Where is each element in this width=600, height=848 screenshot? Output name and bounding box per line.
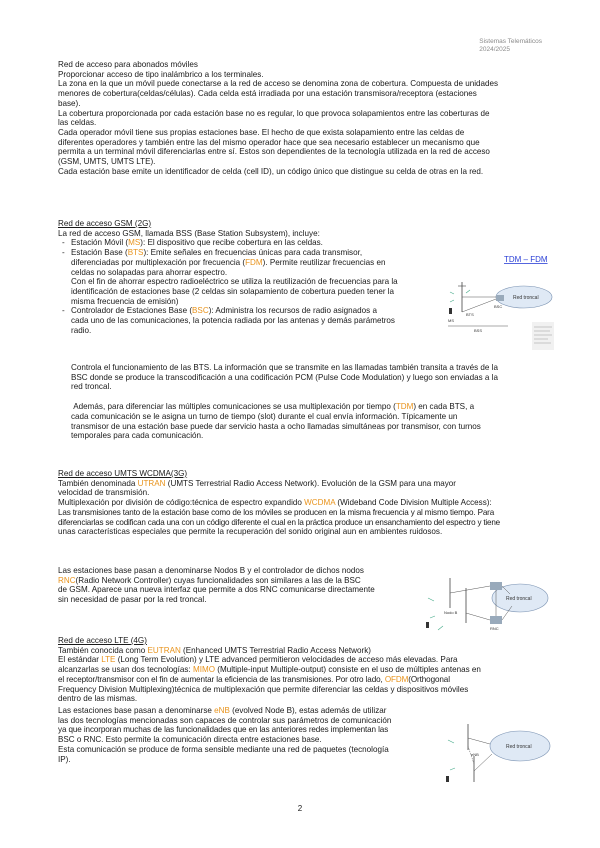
bts-label: BTS: [466, 312, 474, 317]
lte-title: Red de acceso LTE (4G): [58, 636, 147, 645]
lte-term: LTE: [101, 655, 116, 665]
umts-section-nodes: [58, 566, 418, 605]
lte-p3-line: ya que incorporan muchas de las funcionalidades que en las anteriores redes implementan las: [58, 725, 389, 735]
intro-p2-line: La zona en la que un móvil puede conectarse a la red de acceso se denomina zona de cobertura. Compuesta de unidades: [58, 79, 499, 89]
umts-p1-line: velocidad de transmisión.: [58, 488, 150, 498]
umts-network-figure: [420, 568, 550, 642]
core-network-label: Red troncal: [506, 744, 532, 750]
intro-p5: Cada estación base emite un identificador de celda (cell ID), un código único que distingue su celda de otras en la red.: [58, 166, 484, 176]
rnc-label: RNC: [490, 626, 499, 631]
bsc-term: BSC: [192, 306, 209, 316]
node-b-tower-icon: [450, 578, 466, 623]
rnc-box: [490, 582, 502, 590]
mobile-phone-icon: [449, 308, 452, 314]
gsm-bsc-line: radio.: [71, 325, 92, 335]
gsm-item-bsc: - Controlador de Estaciones Base (BSC): Administra los recursos de radio asignados a: [58, 306, 443, 316]
core-network-label: Red troncal: [513, 295, 539, 301]
lte-p3-line: las dos tecnologías mencionadas son capaces de controlar sus parámetros de comunicación: [58, 715, 392, 725]
lte-p3-line: BSC o RNC. Esto permite la comunicación directa entre estaciones base.: [58, 735, 322, 745]
node-b-label: Nodo B: [444, 610, 458, 615]
gsm-section-cont: [71, 363, 551, 441]
mobile-phone-icon: [426, 622, 429, 628]
intro-p4-line: diferentes operadores y también entre las del mismo operador hace que sea necesario establecer un mecanismo que: [58, 137, 480, 147]
lte-p1-line: También conocida como EUTRAN (Enhanced UMTS Terrestrial Radio Access Network): [58, 645, 371, 655]
gsm-bts-line: misma frecuencia de emisión): [71, 296, 179, 306]
header-course: Sistemas Telemáticos: [479, 38, 542, 45]
gsm-p3-line: temporales para cada comunicación.: [71, 431, 204, 441]
intro-title: Red de acceso para abonados móviles: [58, 60, 198, 69]
umts-p3-line: Las estaciones base pasan a denominarse Nodos B y el controlador de dichos nodos: [58, 566, 364, 575]
gsm-item-bts: - Estación Base (BTS): Emite señales en frecuencias únicas para cada transmisor,: [58, 248, 443, 258]
umts-title: Red de acceso UMTS WCDMA(3G): [58, 469, 188, 478]
gsm-bts-line: celdas no solapadas para ahorrar espectro.: [71, 267, 228, 277]
enb-label: eNB: [471, 752, 479, 757]
gsm-p2-line: Controla el funcionamiento de las BTS. La información que se transmite en las llamadas también transita a través de la: [71, 363, 498, 372]
page-number: 2: [297, 804, 303, 813]
bsc-box: [496, 295, 504, 301]
radio-waves-icon: [428, 598, 443, 630]
radio-waves-icon: [448, 740, 455, 770]
lte-section-enb: [58, 706, 438, 764]
tdm-term: TDM: [395, 402, 414, 412]
ofdm-term: OFDM: [384, 674, 409, 684]
intro-p2-line: base).: [58, 98, 81, 108]
lte-p2-line: El estándar LTE (Long Term Evolution) y LTE advanced permitieron velocidades de acceso más elevadas. Para: [58, 655, 458, 665]
lte-p3-line: Las estaciones base pasan a denominarse eNB (evolved Node B), estas además de utilizar: [58, 706, 387, 715]
gsm-p3-line: cada comunicación se le asigna un turno de tiempo (slot) durante el cual envía información. Típicamente un: [71, 411, 458, 421]
gsm-section: [58, 219, 443, 335]
lte-network-figure: [440, 716, 552, 792]
intro-p4-line: permita a un terminal móvil diferenciarlas entre sí. Estos son dependientes de la tecnología utilizada en la red de acceso: [58, 147, 490, 157]
bsc-label: BSC: [494, 304, 503, 309]
legend-box: [532, 322, 554, 350]
page-header: [479, 38, 542, 54]
umts-p3-line: RNC(Radio Network Controller) cuyas funcionalidades son similares a las de la BSC: [58, 575, 361, 585]
core-network-label: Red troncal: [506, 596, 532, 602]
umts-p2-line: Las transmisiones tanto de la estación base como de los móviles se producen en la misma frecuencia y al mismo tiempo. Para: [58, 507, 495, 517]
utran-term: UTRAN: [137, 478, 166, 488]
gsm-bts-line: Con el fin de ahorrar espectro radioeléctrico se utiliza la reutilización de frecuencias para la: [71, 277, 398, 287]
gsm-p1: La red de acceso GSM, llamada BSS (Base Station Subsystem), incluye:: [58, 228, 320, 238]
intro-section: [58, 60, 548, 176]
gsm-p2-line: red troncal.: [71, 382, 112, 392]
rnc-term: RNC: [58, 575, 76, 585]
rnc-box: [490, 616, 502, 624]
lte-section: [58, 636, 558, 704]
gsm-bts-line: identificación de estaciones base (2 celdas sin solapamiento de cobertura pueden tener la: [71, 286, 395, 296]
radio-waves-icon: [450, 290, 470, 302]
lte-p2-line: el receptor/transmisor con el fin de aumentar la eficiencia de las transmisiones. Por otro lado, OFDM(Orthogonal: [58, 674, 450, 684]
mobile-phone-icon: [446, 776, 449, 782]
ms-term: MS: [128, 238, 141, 248]
intro-p3-line: las celdas.: [58, 118, 97, 128]
intro-p3-line: La cobertura proporcionada por cada estación base no es regular, lo que provoca solapamientos entre las coberturas de: [58, 108, 490, 118]
umts-section: [58, 469, 558, 537]
ms-label: MS: [448, 318, 454, 323]
gsm-item-ms: - Estación Móvil (MS): El dispositivo que recibe cobertura en las celdas.: [58, 238, 443, 248]
umts-p2-line: unas características especiales que permite la recuperación del sonido original aun en ambientes ruidosos.: [58, 527, 443, 537]
intro-p1: Proporcionar acceso de tipo inalámbrico a los terminales.: [58, 69, 264, 79]
intro-p2-line: menores de cobertura(celdas/células). Cada celda está irradiada por una estación transmisora/receptora (estaciones: [58, 89, 477, 99]
umts-p2-line: Multiplexación por división de código:técnica de espectro expandido WCDMA (Wideband Code Division Multiple Access):: [58, 498, 492, 508]
gsm-p2-line: BSC donde se produce la transcodificación a una codificación PCM (Pulse Code Modulation) y luego son enviadas a la: [71, 372, 498, 382]
lte-p2-line: alcanzarlas se usan dos tecnologías: MIMO (Multiple-input Multiple-output) consiste en el uso de múltiples antenas en: [58, 665, 481, 675]
header-year: 2024/2025: [479, 46, 510, 53]
fdm-term: FDM: [245, 257, 263, 267]
gsm-p3-line: Además, para diferenciar las múltiples comunicaciones se usa multiplexación por tiempo (TDM) en cada BTS, a: [73, 402, 475, 412]
intro-p4-line: Cada operador móvil tiene sus propias estaciones base. El hecho de que exista solapamiento entre las celdas de: [58, 127, 465, 137]
gsm-bts-line: diferenciadas por multiplexación por frecuencia (FDM). Permite reutilizar frecuencias en: [71, 257, 386, 267]
umts-p2-line: diferenciarlas se codifican cada una con un código diferente el cual en la práctica produce un ensanchamiento del espectro y tiene: [58, 517, 500, 527]
umts-p3-line: de GSM. Aparece una nueva interfaz que permite a dos RNC comunicarse directamente: [58, 585, 375, 595]
gsm-title: Red de acceso GSM (2G): [58, 219, 152, 228]
lte-p2-line: Frequency Division Multiplexing)técnica de multiplexación que permite diferenciar las celdas y dispositivos móviles: [58, 684, 469, 694]
intro-p4-line: (GSM, UMTS, UMTS LTE).: [58, 157, 156, 167]
figure-title: TDM – FDM: [504, 255, 548, 264]
umts-p1-line: También denominada UTRAN (UMTS Terrestrial Radio Access Network). Evolución de la GSM para una mayor: [58, 478, 456, 488]
umts-p3-line: sin necesidad de pasar por la red troncal.: [58, 595, 207, 605]
enb-term: eNB: [214, 706, 230, 715]
lte-p2-line: dentro de las mismas.: [58, 694, 138, 704]
wcdma-term: WCDMA: [304, 498, 336, 508]
eutran-term: EUTRAN: [147, 645, 181, 655]
bss-label: BSS: [474, 328, 483, 333]
gsm-bsc-line: cada uno de las comunicaciones, la potencia radiada por las antenas y demás parámetros: [71, 316, 395, 326]
bts-term: BTS: [127, 248, 144, 258]
gsm-p3-line: transmisor de una estación base puede dar servicio hasta a ocho llamadas simultáneas por transmisor, con turnos: [71, 421, 481, 431]
lte-p4-line: IP).: [58, 754, 71, 764]
lte-p4-line: Esta comunicación se produce de forma sensible mediante una red de paquetes (tecnología: [58, 744, 389, 754]
gsm-tdm-fdm-figure: [444, 252, 556, 356]
mimo-term: MIMO: [192, 665, 216, 675]
